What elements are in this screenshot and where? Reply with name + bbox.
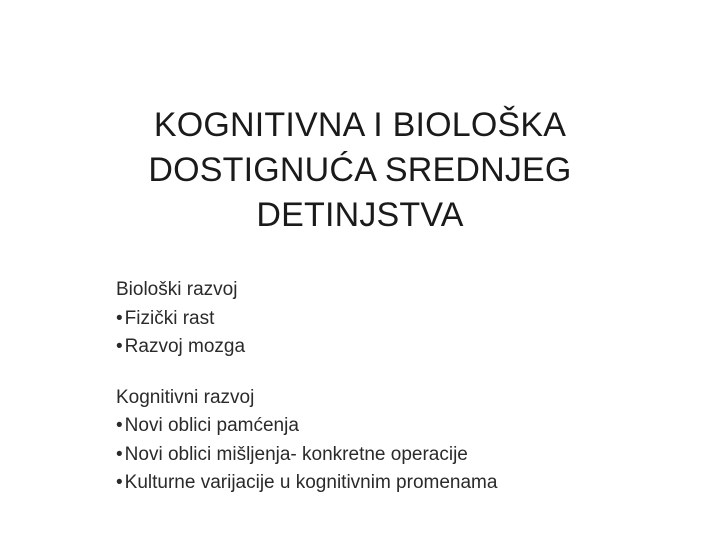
bullet-item — [116, 441, 676, 470]
bullet-text: Kulturne varijacije u kognitivnim promenama — [124, 472, 498, 493]
bullet-dot: • — [116, 307, 123, 329]
bullet-text: Razvoj mozga — [124, 336, 246, 357]
slide-title — [100, 103, 620, 238]
section-heading: Kognitivni razvoj — [116, 386, 255, 408]
bullet-text: Novi oblici pamćenja — [124, 415, 299, 436]
section-kognitivni-razvoj — [116, 384, 676, 498]
bullet-dot: • — [116, 415, 123, 436]
bullet-item — [116, 412, 676, 441]
bullet-dot: • — [116, 443, 123, 465]
section-bioloski-razvoj — [116, 276, 676, 362]
bullet-text: Novi oblici mišljenja- konkretne operacije — [124, 443, 468, 465]
slide-body — [116, 276, 676, 498]
bullet-item — [116, 469, 676, 498]
title-line: KOGNITIVNA I BIOLOŠKA — [153, 105, 567, 144]
bullet-text: Fizički rast — [124, 307, 215, 329]
title-line: DOSTIGNUĆA SREDNJEG — [148, 150, 572, 189]
title-line: DETINJSTVA — [256, 195, 464, 234]
bullet-item — [116, 305, 676, 334]
bullet-dot: • — [116, 336, 123, 357]
bullet-dot: • — [116, 472, 123, 493]
bullet-item — [116, 333, 676, 362]
section-heading: Biološki razvoj — [116, 279, 238, 300]
